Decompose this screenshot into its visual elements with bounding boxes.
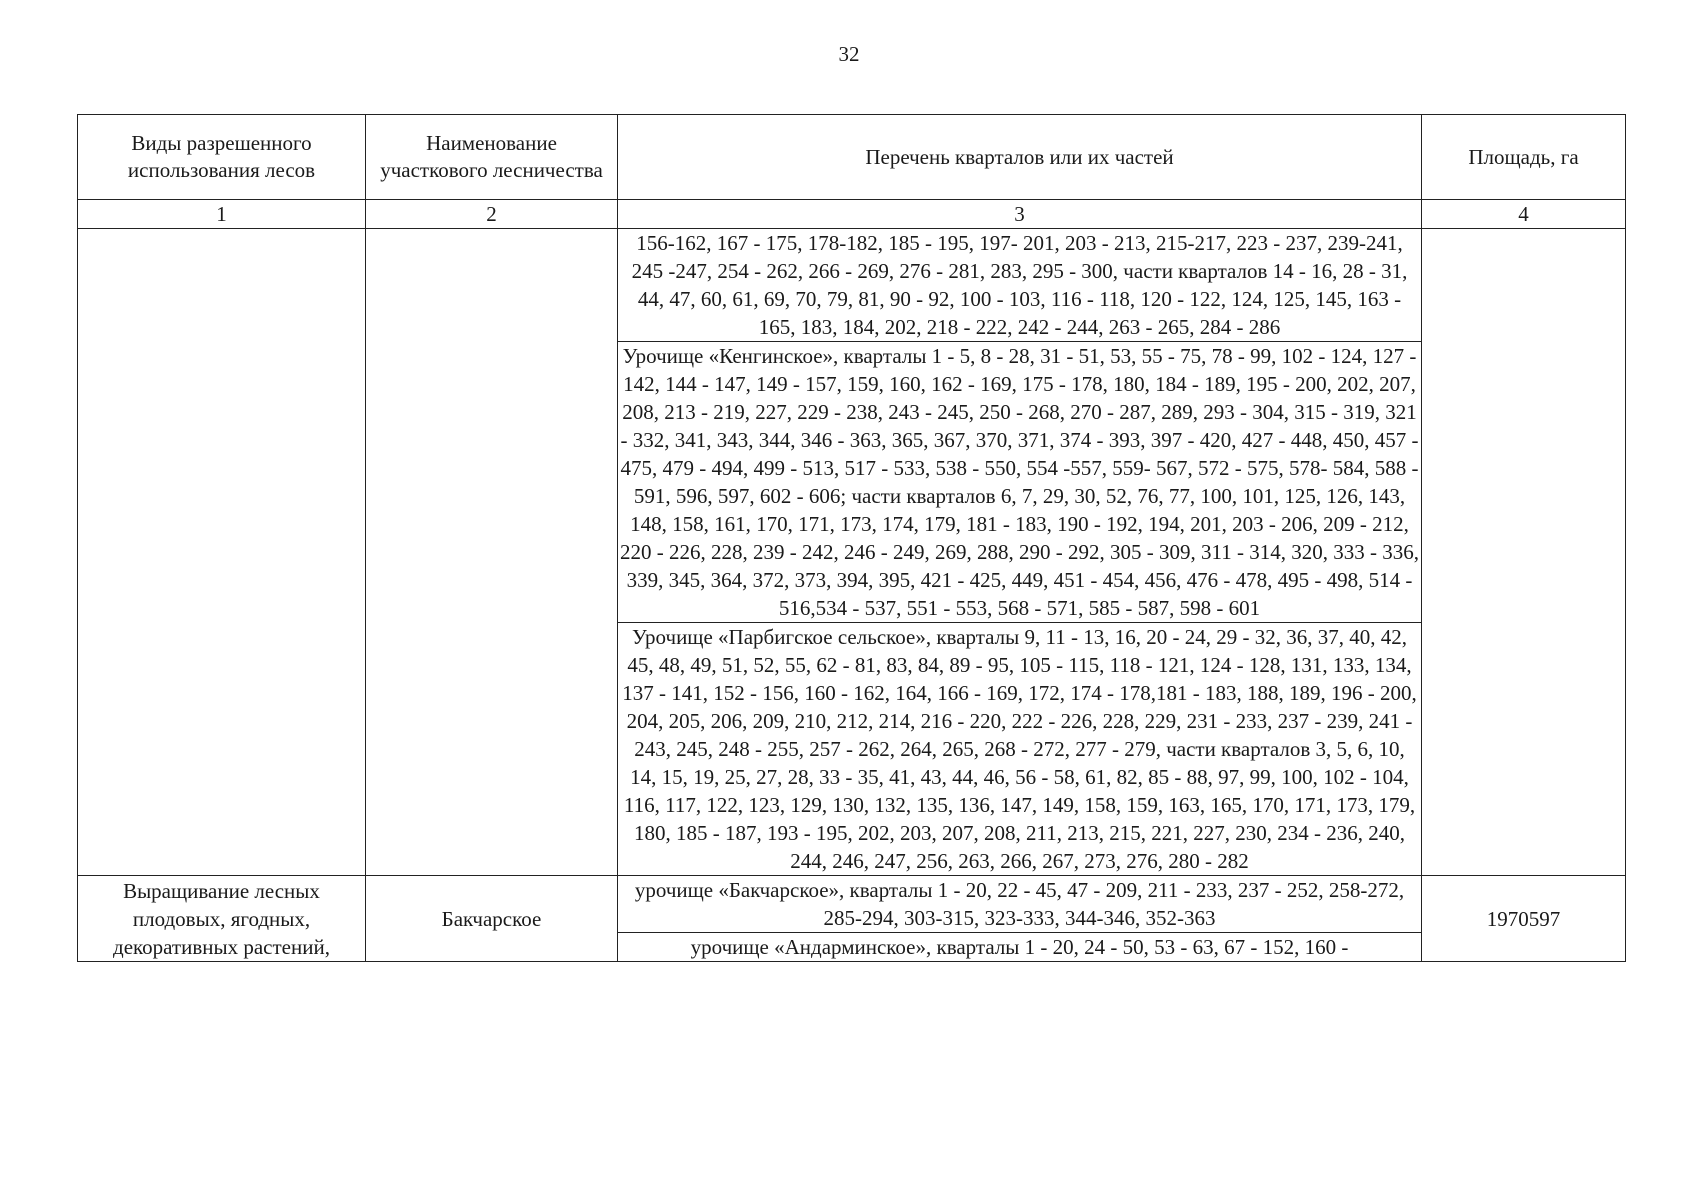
quarters-cell: 156-162, 167 - 175, 178-182, 185 - 195, 197- 201, 203 - 213, 215-217, 223 - 237, 239-241, 245 -247, 254 - 262, 266 - 269, 276 - 281, 283, 295 - 300, части кварталов 14 - 16, 28 - 31, 44, 47, 60, 61, 69, 70, 79, 81, 90 - 92, 100 - 103, 116 - 118, 120 - 122, 124, 125, 145, 163 - 165, 183, 184, 202, 218 - 222, 242 - 244, 263 - 265, 284 - 286 bbox=[618, 229, 1422, 342]
header-forestry-name: Наименование участкового лесничества bbox=[366, 115, 618, 200]
quarters-cell: Урочище «Кенгинское», кварталы 1 - 5, 8 - 28, 31 - 51, 53, 55 - 75, 78 - 99, 102 - 124, 127 - 142, 144 - 147, 149 - 157, 159, 160, 162 - 169, 175 - 178, 180, 184 - 189, 195 - 200, 202, 207, 208, 213 - 219, 227, 229 - 238, 243 - 245, 250 - 268, 270 - 287, 289, 293 - 304, 315 - 319, 321 - 332, 341, 343, 344, 346 - 363, 365, 367, 370, 371, 374 - 393, 397 - 420, 427 - 448, 450, 457 - 475, 479 - 494, 499 - 513, 517 - 533, 538 - 550, 554 -557, 559- 567, 572 - 575, 578- 584, 588 - 591, 596, 597, 602 - 606; части кварталов 6, 7, 29, 30, 52, 76, 77, 100, 101, 125, 126, 143, 148, 158, 161, 170, 171, 173, 174, 179, 181 - 183, 190 - 192, 194, 201, 203 - 206, 209 - 212, 220 - 226, 228, 239 - 242, 246 - 249, 269, 288, 290 - 292, 305 - 309, 311 - 314, 320, 333 - 336, 339, 345, 364, 372, 373, 394, 395, 421 - 425, 449, 451 - 454, 456, 476 - 478, 495 - 498, 514 - 516,534 - 537, 551 - 553, 568 - 571, 585 - 587, 598 - 601 bbox=[618, 342, 1422, 623]
header-row bbox=[78, 115, 1626, 200]
column-number: 2 bbox=[366, 200, 618, 229]
area-cell: 1970597 bbox=[1422, 876, 1626, 962]
quarters-cell: Урочище «Парбигское сельское», кварталы 9, 11 - 13, 16, 20 - 24, 29 - 32, 36, 37, 40, 42, 45, 48, 49, 51, 52, 55, 62 - 81, 83, 84, 89 - 95, 105 - 115, 118 - 121, 124 - 128, 131, 133, 134, 137 - 141, 152 - 156, 160 - 162, 164, 166 - 169, 172, 174 - 178,181 - 183, 188, 189, 196 - 200, 204, 205, 206, 209, 210, 212, 214, 216 - 220, 222 - 226, 228, 229, 231 - 233, 237 - 239, 241 - 243, 245, 248 - 255, 257 - 262, 264, 265, 268 - 272, 277 - 279, части кварталов 3, 5, 6, 10, 14, 15, 19, 25, 27, 28, 33 - 35, 41, 43, 44, 46, 56 - 58, 61, 82, 85 - 88, 97, 99, 100, 102 - 104, 116, 117, 122, 123, 129, 130, 132, 135, 136, 147, 149, 158, 159, 163, 165, 170, 171, 173, 179, 180, 185 - 187, 193 - 195, 202, 203, 207, 208, 211, 213, 215, 221, 227, 230, 234 - 236, 240, 244, 246, 247, 256, 263, 266, 267, 273, 276, 280 - 282 bbox=[618, 623, 1422, 876]
page-number: 32 bbox=[838, 42, 860, 66]
header-use-type: Виды разрешенного использования лесов bbox=[78, 115, 366, 200]
quarters-cell: урочище «Бакчарское», кварталы 1 - 20, 22 - 45, 47 - 209, 211 - 233, 237 - 252, 258-272, 285-294, 303-315, 323-333, 344-346, 352-363 bbox=[618, 876, 1422, 933]
header-area: Площадь, га bbox=[1422, 115, 1626, 200]
quarters-cell: урочище «Андарминское», кварталы 1 - 20, 24 - 50, 53 - 63, 67 - 152, 160 - bbox=[618, 933, 1422, 962]
area-cell bbox=[1422, 229, 1626, 876]
forestry-cell bbox=[366, 229, 618, 876]
table-row bbox=[78, 876, 1626, 933]
column-number: 4 bbox=[1422, 200, 1626, 229]
forestry-cell: Бакчарское bbox=[366, 876, 618, 962]
column-number: 3 bbox=[618, 200, 1422, 229]
use-type-cell: Выращивание лесных плодовых, ягодных, декоративных растений, bbox=[78, 876, 366, 962]
forest-use-table bbox=[77, 114, 1626, 962]
use-type-cell bbox=[78, 229, 366, 876]
column-number: 1 bbox=[78, 200, 366, 229]
column-number-row bbox=[78, 200, 1626, 229]
table-row bbox=[78, 229, 1626, 342]
header-quarters-list: Перечень кварталов или их частей bbox=[618, 115, 1422, 200]
